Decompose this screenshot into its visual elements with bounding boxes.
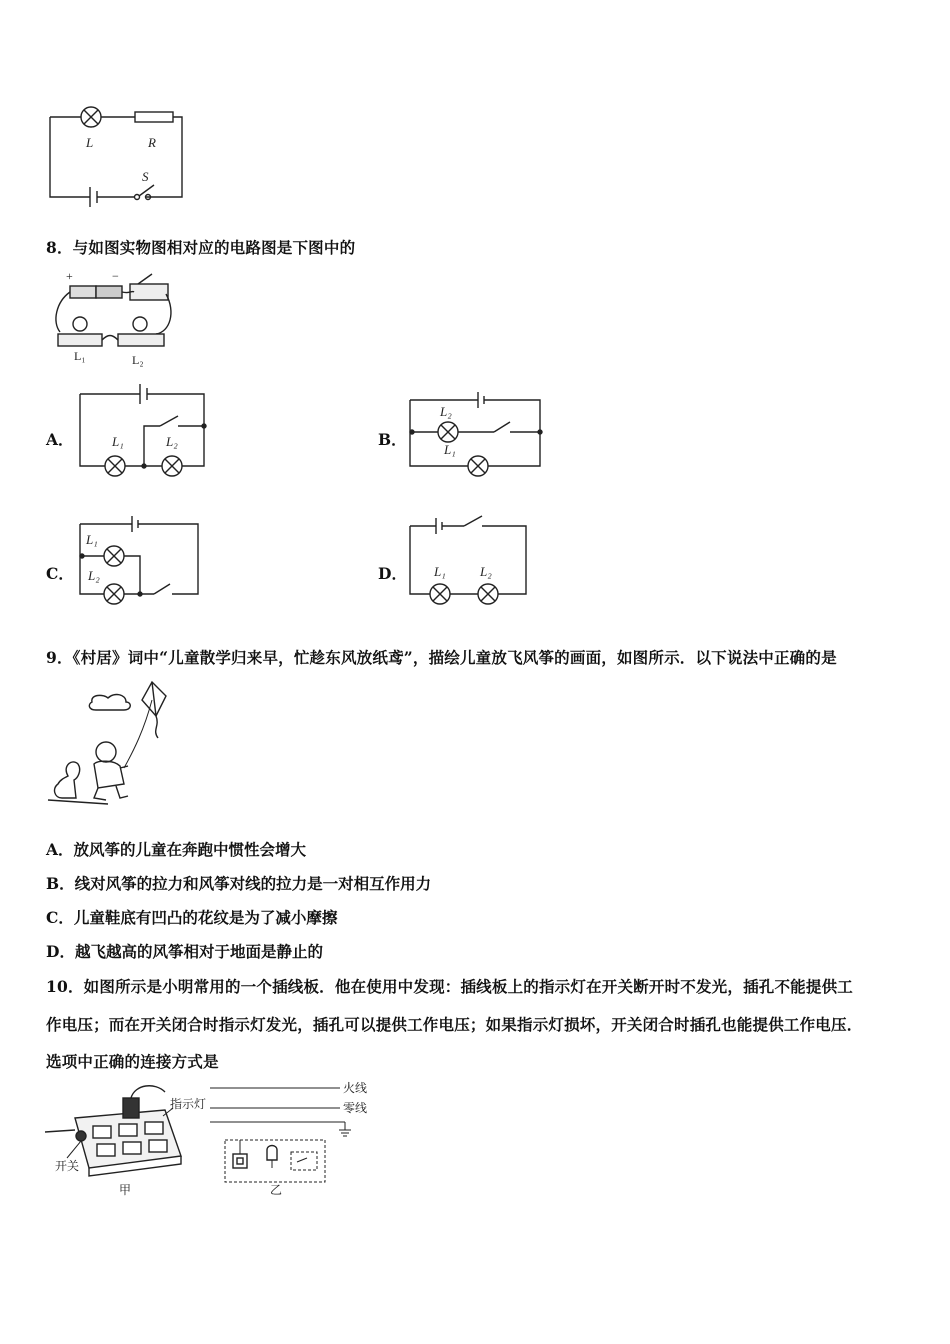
q7-resistor-label: R — [148, 135, 156, 150]
q9-option-a[interactable]: A．放风筝的儿童在奔跑中惯性会增大 — [46, 840, 307, 859]
q10-power-strip-diagram — [45, 1078, 375, 1203]
q10-stem-line-1: 10．如图所示是小明常用的一个插线板．他在使用中发现：插线板上的指示灯在开关断开时不发光，插孔不能提供工 — [46, 977, 853, 996]
option-a-l2-label: L₂ — [166, 434, 178, 449]
q10-stem-line-2: 作电压；而在开关闭合时指示灯发光，插孔可以提供工作电压；如果指示灯损坏，开关闭合时插孔也能提供工作电压． — [46, 1015, 863, 1034]
switch-label: 开关 — [55, 1159, 80, 1173]
photo-l2-label: L₂ — [132, 353, 144, 367]
neutral-wire-label: 零线 — [343, 1101, 368, 1115]
q7-switch-label: S — [142, 169, 149, 184]
option-d-l2-label: L₂ — [480, 564, 492, 579]
option-a-l1-label: L₁ — [112, 434, 124, 449]
q8-real-circuit-photo — [52, 269, 172, 368]
indicator-light-label: 指示灯 — [170, 1097, 207, 1111]
q9-stem: 9．《村居》词中“儿童散学归来早，忙趁东风放纸鸢”，描绘儿童放飞风筝的画面，如图所示．以下说法中正确的是 — [46, 648, 837, 667]
live-wire-label: 火线 — [343, 1081, 368, 1095]
q8-option-d-diagram — [410, 514, 540, 609]
q8-option-c-diagram — [80, 514, 210, 609]
option-c-l1-label: L₁ — [86, 532, 98, 547]
q9-kite-illustration — [48, 680, 178, 810]
battery-minus-label: − — [112, 269, 119, 283]
battery-plus-label: + — [66, 269, 73, 283]
q9-option-c[interactable]: C．儿童鞋底有凹凸的花纹是为了减小摩擦 — [46, 908, 338, 927]
q10-stem-line-3: 选项中正确的连接方式是 — [46, 1052, 219, 1071]
q9-option-d[interactable]: D．越飞越高的风筝相对于地面是静止的 — [46, 942, 323, 961]
figure-b-label: 乙 — [270, 1183, 283, 1197]
q7-lamp-label: L — [86, 135, 94, 150]
q8-stem: 8．与如图实物图相对应的电路图是下图中的 — [46, 238, 356, 257]
q8-option-a[interactable]: A． — [46, 430, 74, 449]
option-b-l2-label: L₂ — [440, 404, 452, 419]
option-c-l2-label: L₂ — [88, 568, 100, 583]
q8-option-d[interactable]: D． — [378, 564, 407, 583]
q7-circuit-diagram — [50, 105, 190, 217]
q9-option-b[interactable]: B．线对风筝的拉力和风筝对线的拉力是一对相互作用力 — [46, 874, 432, 893]
figure-a-label: 甲 — [119, 1183, 132, 1197]
q8-option-c[interactable]: C． — [46, 564, 74, 583]
option-d-l1-label: L₁ — [434, 564, 446, 579]
q8-option-b[interactable]: B． — [378, 430, 407, 449]
option-b-l1-label: L₁ — [444, 442, 456, 457]
q8-option-b-diagram — [410, 390, 550, 480]
photo-l1-label: L₁ — [74, 349, 86, 363]
q8-option-a-diagram — [80, 380, 210, 485]
